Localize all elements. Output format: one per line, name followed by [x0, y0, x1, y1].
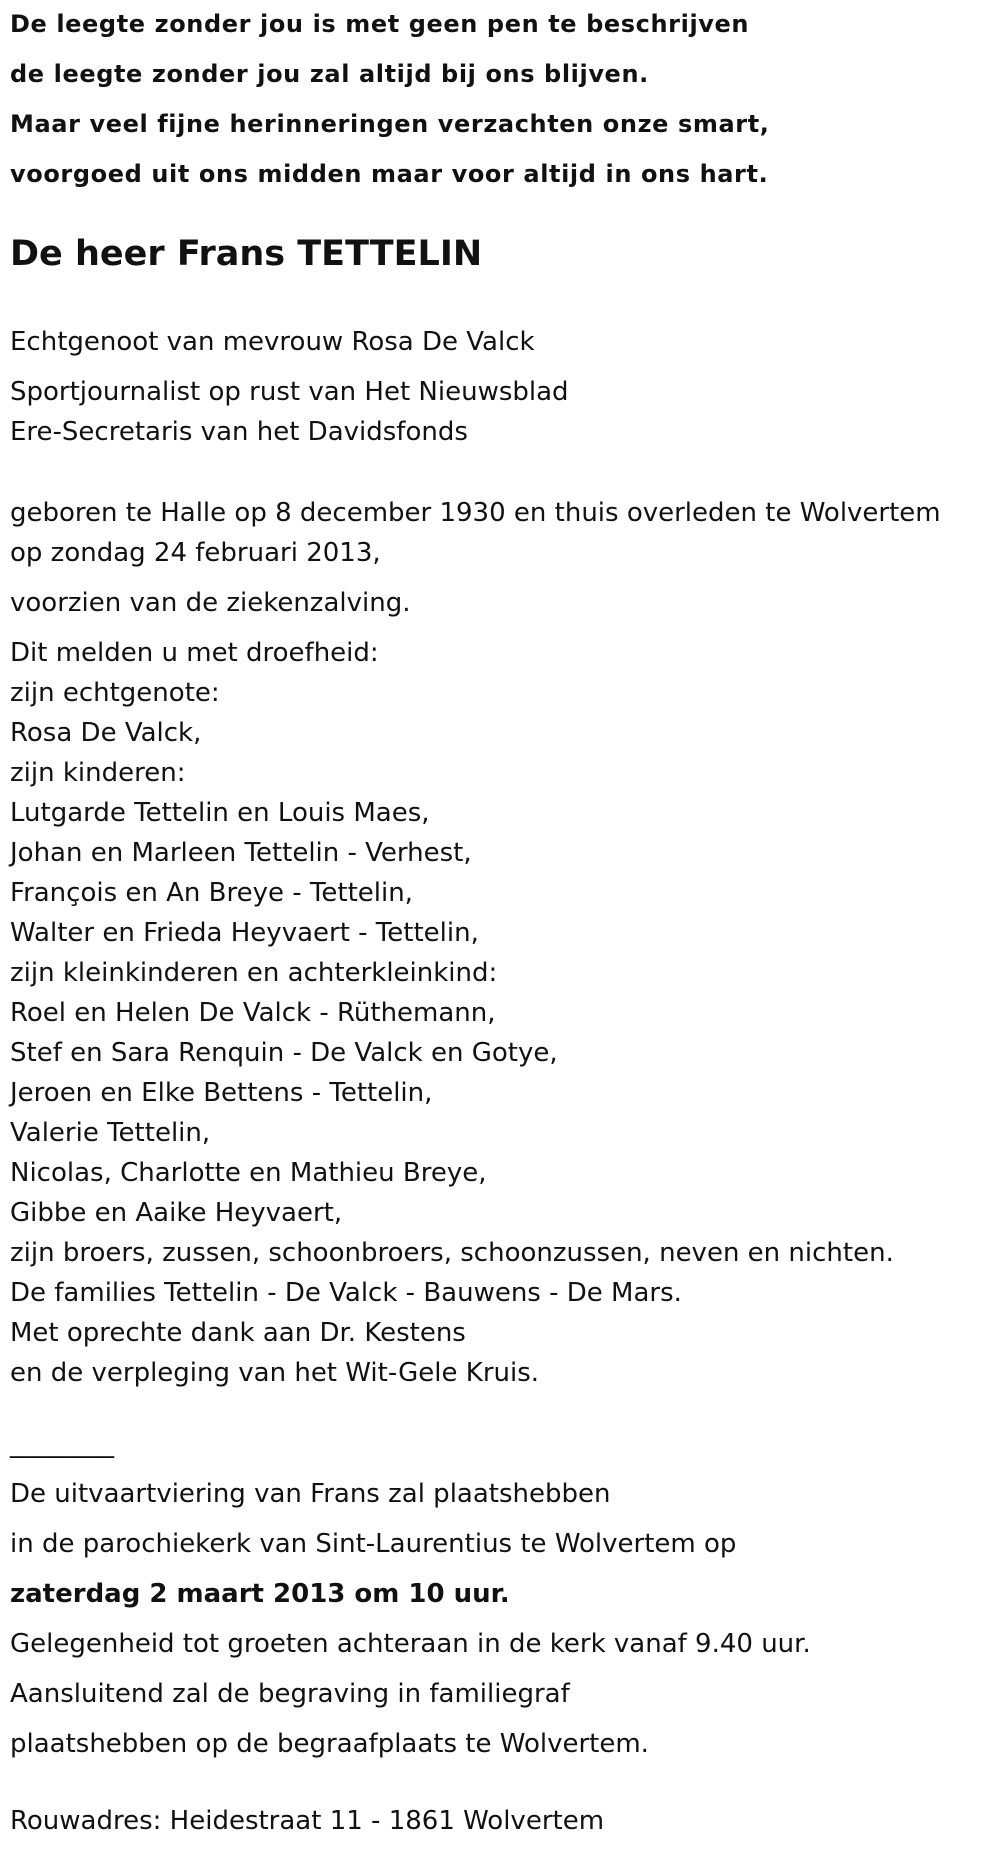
family-line: Dit melden u met droefheid:: [10, 638, 379, 668]
family-line: Valerie Tettelin,: [10, 1118, 211, 1148]
role-line-1: Sportjournalist op rust van Het Nieuwsblad: [10, 377, 569, 407]
family-line: Stef en Sara Renquin - De Valck en Gotye,: [10, 1038, 558, 1068]
funeral-line-4: Aansluitend zal de begraving in familiegraf: [10, 1679, 570, 1709]
mourning-address: Rouwadres: Heidestraat 11 - 1861 Wolvertem: [10, 1806, 605, 1836]
family-line: Johan en Marleen Tettelin - Verhest,: [10, 838, 472, 868]
separator: ________: [10, 1429, 114, 1459]
family-line: De families Tettelin - De Valck - Bauwens - De Mars.: [10, 1278, 682, 1308]
sacrament-line: voorzien van de ziekenzalving.: [10, 588, 411, 618]
family-line: Walter en Frieda Heyvaert - Tettelin,: [10, 918, 479, 948]
birth-death-line-1: geboren te Halle op 8 december 1930 en thuis overleden te Wolvertem: [10, 498, 941, 528]
family-line: Jeroen en Elke Bettens - Tettelin,: [10, 1078, 433, 1108]
role-line-2: Ere-Secretaris van het Davidsfonds: [10, 417, 468, 447]
family-line: zijn kinderen:: [10, 758, 186, 788]
poem-line-2: de leegte zonder jou zal altijd bij ons blijven.: [10, 60, 649, 88]
poem-line-3: Maar veel fijne herinneringen verzachten onze smart,: [10, 110, 770, 138]
funeral-line-3: Gelegenheid tot groeten achteraan in de kerk vanaf 9.40 uur.: [10, 1629, 811, 1659]
page-title: De heer Frans TETTELIN: [10, 234, 483, 274]
funeral-line-5: plaatshebben op de begraafplaats te Wolvertem.: [10, 1729, 649, 1759]
family-line: Roel en Helen De Valck - Rüthemann,: [10, 998, 496, 1028]
family-line: Gibbe en Aaike Heyvaert,: [10, 1198, 343, 1228]
birth-death-line-2: op zondag 24 februari 2013,: [10, 538, 381, 568]
family-line: en de verpleging van het Wit-Gele Kruis.: [10, 1358, 540, 1388]
family-line: zijn echtgenote:: [10, 678, 220, 708]
family-line: Met oprechte dank aan Dr. Kestens: [10, 1318, 466, 1348]
family-line: zijn kleinkinderen en achterkleinkind:: [10, 958, 498, 988]
family-line: zijn broers, zussen, schoonbroers, schoonzussen, neven en nichten.: [10, 1238, 894, 1268]
poem-line-4: voorgoed uit ons midden maar voor altijd in ons hart.: [10, 160, 769, 188]
funeral-line-2: in de parochiekerk van Sint-Laurentius te Wolvertem op: [10, 1529, 737, 1559]
funeral-date: zaterdag 2 maart 2013 om 10 uur.: [10, 1579, 510, 1609]
family-line: Rosa De Valck,: [10, 718, 202, 748]
family-line: François en An Breye - Tettelin,: [10, 878, 413, 908]
funeral-line-1: De uitvaartviering van Frans zal plaatshebben: [10, 1479, 611, 1509]
spouse-line: Echtgenoot van mevrouw Rosa De Valck: [10, 327, 535, 357]
family-line: Lutgarde Tettelin en Louis Maes,: [10, 798, 430, 828]
family-line: Nicolas, Charlotte en Mathieu Breye,: [10, 1158, 487, 1188]
poem-line-1: De leegte zonder jou is met geen pen te beschrijven: [10, 10, 750, 38]
